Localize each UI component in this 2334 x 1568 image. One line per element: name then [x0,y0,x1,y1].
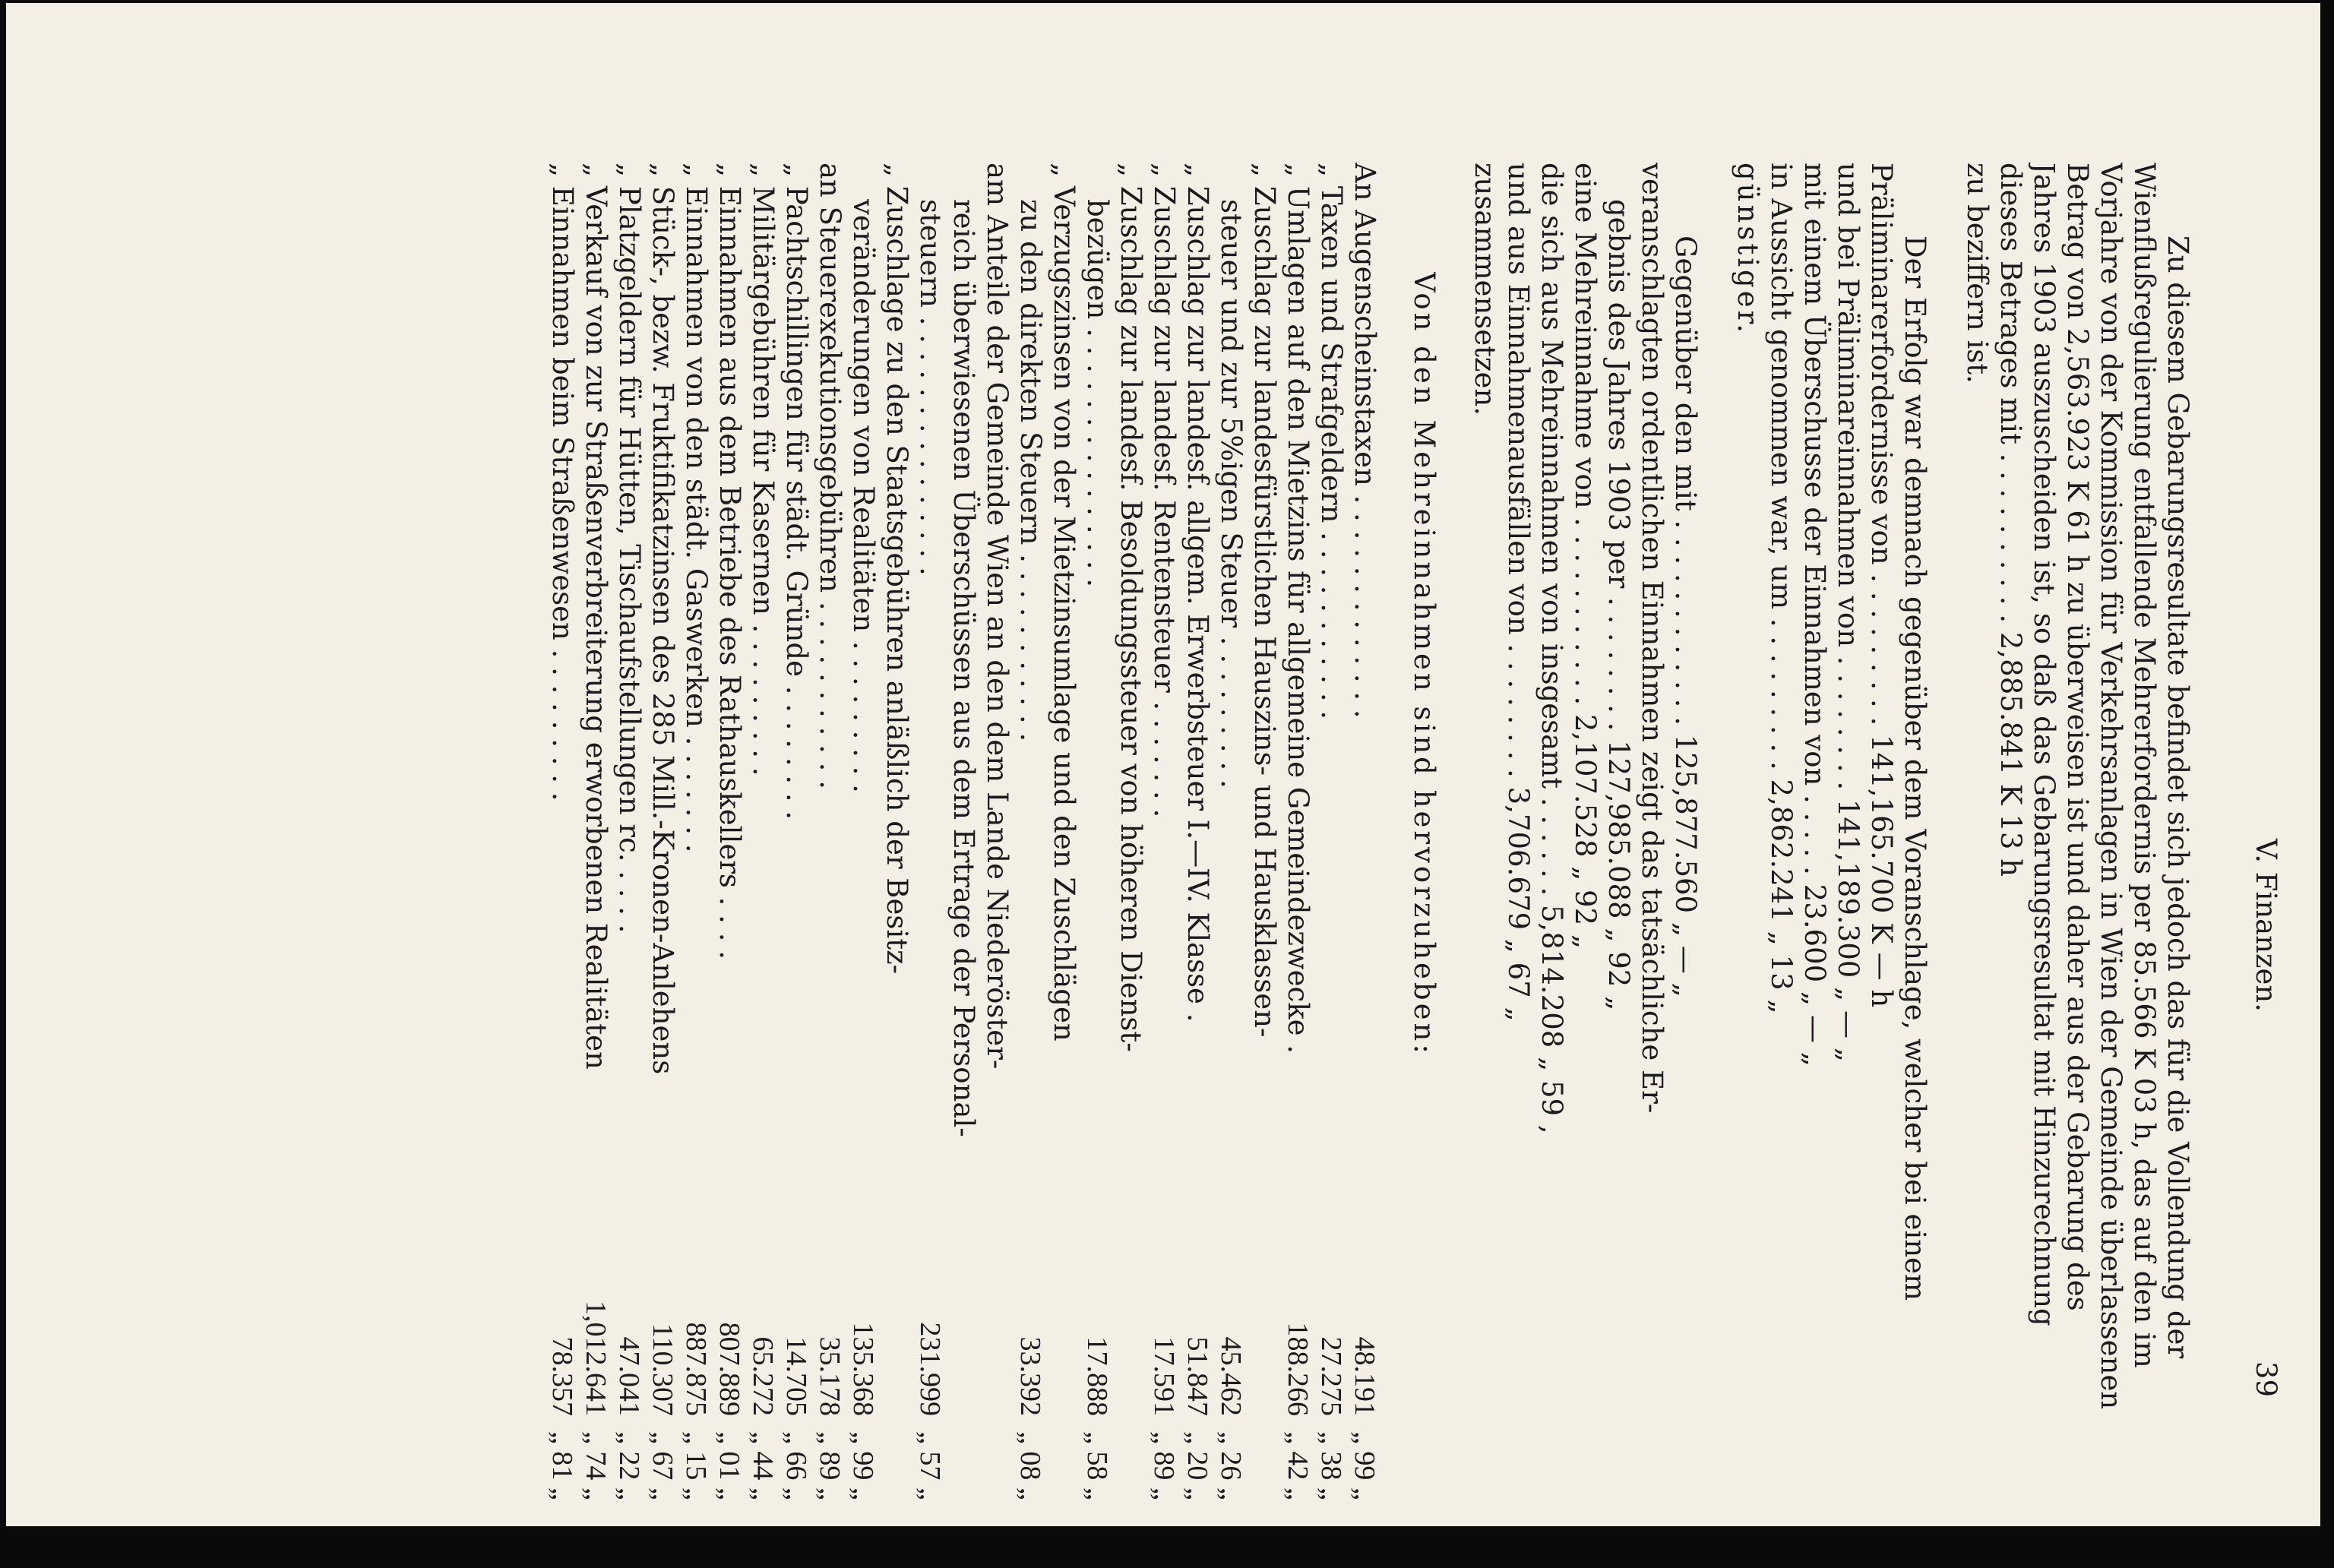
text-line-content: Der Erfolg war demnach gegenüber dem Voranschlage, welcher bei einem [1899,236,1931,1301]
text-line-content: eine Mehreinnahme von . . . . . . . . . . . 2,107.528 „ 92 „ [1569,163,1602,950]
item-label: steuern . . . . . . . . . . . . . . . [914,199,947,576]
item-amount: 14.705 [780,1336,812,1416]
item-amount: 65.272 [747,1336,779,1416]
text-line-content: die sich aus Mehreinnahmen von insgesamt . . . . . . 5,814.208 „ 59 , [1535,163,1568,1134]
item-unit: „ 57 „ [914,1431,946,1500]
item-unit: „ 15 „ [680,1431,712,1500]
item-unit: „ 99 „ [847,1431,879,1500]
item-label: „ Zuschlag zur landesf. Besoldungssteuer von höheren Dienst- [1115,163,1147,1052]
rotated-content [6,3,2320,1526]
item-amount: 17.888 [1081,1336,1113,1416]
item-label: „ Zuschlag zur landesf. Rentensteuer . . . . . . . [1148,163,1181,818]
text-line-content: günstiger. [1732,163,1764,336]
item-label: veränderungen von Realitäten . . . . . . . . . [847,199,880,793]
text-line-content: Gegenüber den mit . . . . . . . . . . . . 125,877.560 „ — „ [1669,236,1702,997]
item-label: bezügen . . . . . . . . . . . . . . . [1081,199,1114,588]
text-line-content: und bei Präliminareinnahmen von . . . . . . . . 141,189.300 „ — „ [1832,163,1864,1062]
text-line-content: mit einem Überschusse der Einnahmen von . . . . . 23.600 „ — „ [1798,163,1831,1067]
text-line-content: dieses Betrages mit . . . . . . . . . . 2,885.841 K 13 h [1994,163,2027,877]
item-label: steuer und zur 5%igen Steuer . . . . . . . . . [1215,199,1248,789]
text-line-content: Jahres 1903 auszuscheiden ist, so daß das Gebarungsresultat mit Hinzurechnung [2028,163,2060,1326]
item-label: „ Platzgeldern für Hütten, Tischaufstellungen rc. . . . . [613,163,646,934]
item-label: „ Militärgebühren für Kasernen . . . . . . . . . [747,163,780,776]
item-label: „ Einnahmen beim Straßenwesen . . . . . . . . . [546,163,579,801]
item-label: „ Einnahmen aus dem Betriebe des Rathauskellers . . . . [713,163,746,959]
text-line-content: Vorjahre von der Kommission für Verkehrsanlagen in Wien der Gemeinde überlassenen [2095,163,2127,1410]
item-amount: 807.889 [713,1322,745,1416]
item-amount: 78.357 [546,1336,578,1416]
list-item [539,3,585,1526]
item-amount: 35.178 [814,1336,846,1416]
item-unit: „ 66 „ [780,1431,812,1500]
text-line-content: Präliminarerfordernisse von . . . . . . . . . 141,165.700 K — h [1865,163,1898,1008]
text-line-content: gebnis des Jahres 1903 per . . . . . . . . 127,985.088 „ 92 „ [1602,199,1635,1011]
item-amount: 48.191 [1349,1336,1380,1416]
text-line [1725,3,1770,1526]
item-label: „ Pachtschillingen für städt. Gründe . . . . . . . . [780,163,813,820]
item-amount: 231.999 [914,1322,946,1416]
item-label: zu den direkten Steuern . . . . . . . . . . . [1014,199,1047,742]
scanned-page [6,3,2320,1526]
item-unit: „ 89 „ [1148,1431,1180,1500]
item-unit: „ 01 „ [713,1431,745,1500]
item-unit: „ 74 „ [580,1431,612,1500]
item-amount: 47.041 [613,1336,645,1416]
running-title: V. Finanzen. [2250,839,2282,1012]
item-amount: 17.591 [1148,1336,1180,1416]
item-unit: „ 81 „ [546,1431,578,1500]
item-label: „ Zuschlag zur landesfürstlichen Hauszins- und Hausklassen- [1248,163,1281,1038]
item-label: an Steuerexekutionsgebühren . . . . . . . . . . . [814,163,846,789]
item-label: „ Taxen und Strafgeldern . . . . . . . . . . . [1315,163,1348,720]
text-line-content: veranschlagten ordentlichen Einnahmen zeigt das tatsächliche Er- [1636,163,1668,1114]
page-header [2243,3,2288,1526]
item-label: An Augenscheinstaxen . . . . . . . . . . . . . [1349,163,1381,719]
item-amount: 1,012.641 [580,1301,612,1416]
item-unit: „ 38 „ [1315,1431,1347,1500]
item-amount: 33.392 [1014,1336,1046,1416]
item-label: am Anteile der Gemeinde Wien an den dem Lande Niederöster- [981,163,1014,1070]
item-label: „ Verkauf von zur Straßenverbreiterung erworbenen Realitäten [580,163,612,1070]
item-amount: 135.368 [847,1322,879,1416]
page-number: 39 [2250,1361,2282,1397]
item-amount: 27.275 [1315,1336,1347,1416]
item-label: „ Umlagen auf den Mietzins für allgemeine Gemeindezwecke . [1282,163,1314,1054]
item-unit: „ 89 „ [814,1431,846,1500]
item-label: „ Einnahmen von den städt. Gaswerken . . . . . . . [680,163,713,853]
item-unit: „ 44 „ [747,1431,779,1500]
text-line-content: in Aussicht genommen war, um . . . . . . . . . 2,862.241 „ 13 „ [1765,163,1798,1014]
text-line-content: zusammensetzen. [1469,163,1501,416]
item-unit: „ 08 „ [1014,1431,1046,1500]
item-amount: 887.875 [680,1322,712,1416]
text-line-content: und aus Einnahmenausfällen von . . . . . . . . 3,706.679 „ 67 „ [1502,163,1535,1022]
text-line [1462,3,1507,1526]
text-line [1954,3,2000,1526]
item-unit: „ 26 „ [1215,1431,1247,1500]
item-amount: 45.462 [1215,1336,1247,1416]
item-label: „ Verzugszinsen von der Mietzinsumlage und den Zuschlägen [1048,163,1080,1042]
text-line-content: Zu diesem Gebarungsresultate befindet sich jedoch das für die Vollendung der [2162,236,2194,1359]
item-unit: „ 67 „ [647,1431,678,1500]
item-amount: 51.847 [1181,1336,1213,1416]
section-heading-text: Von den Mehreinnahmen sind hervorzuheben: [1408,272,1441,1057]
text-line-content: Betrag von 2,563.923 K 61 h zu überweisen ist und daher aus der Gebarung des [2061,163,2094,1311]
item-label: „ Stück-, bezw. Fruktifikatzinsen des 285 Mill.-Kronen-Anlehens [647,163,679,1075]
item-label: „ Zuschlage zu den Staatsgebühren anläßlich der Besitz- [881,163,913,975]
item-label: reich überwiesenen Überschüssen aus dem Ertrage der Personal- [947,199,980,1137]
item-unit: „ 22 „ [613,1431,645,1500]
item-unit: „ 99 „ [1349,1431,1380,1500]
text-line-content: zu beziffern ist. [1961,163,1994,384]
text-line-content: Wienflußregulierung entfallende Mehrerfordernis per 85.566 K 03 h, das auf den im [2128,163,2161,1368]
section-heading [1401,3,1447,1526]
item-amount: 110.307 [647,1323,678,1416]
item-label: „ Zuschlag zur landesf. allgem. Erwerbsteuer I.—IV. Klasse . [1181,163,1214,1023]
item-unit: „ 20 „ [1181,1431,1213,1500]
item-amount: 188.266 [1282,1322,1314,1416]
item-unit: „ 42 „ [1282,1431,1314,1500]
item-unit: „ 58 „ [1081,1431,1113,1500]
